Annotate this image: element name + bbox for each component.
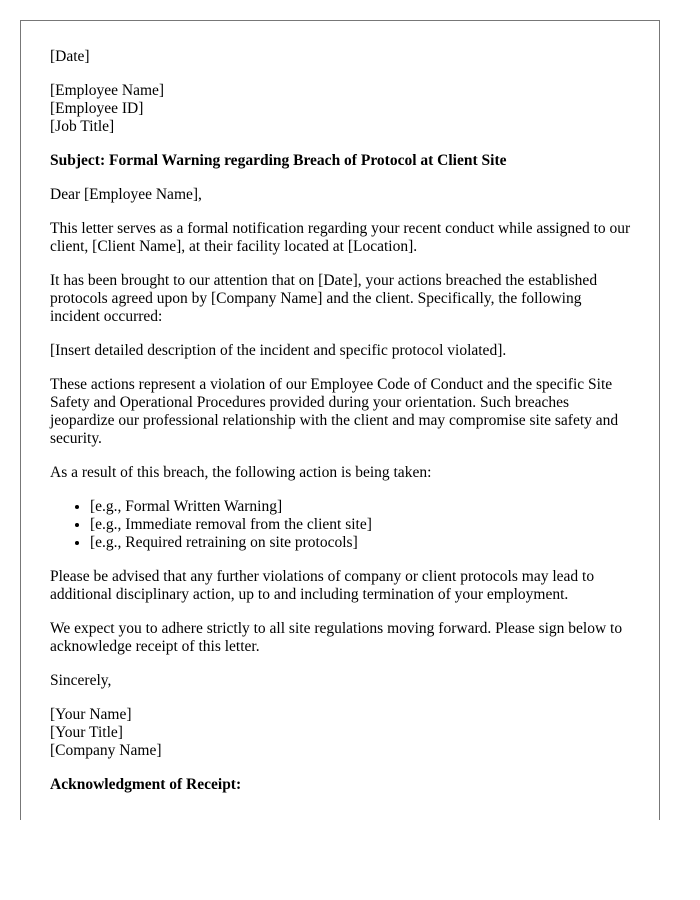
sender-company: [Company Name] <box>50 742 162 759</box>
paragraph-notification: This letter serves as a formal notification regarding your recent conduct while assigned to our client, [Client Name], at their facility located at [Location]. <box>50 220 631 255</box>
paragraph-action-intro: As a result of this breach, the following action is being taken: <box>50 464 432 481</box>
sender-block <box>50 706 631 760</box>
paragraph-further-violations: Please be advised that any further violations of company or client protocols may lead to additional disciplinary action, up to and including termination of your employment. <box>50 568 595 603</box>
paragraph-incident: It has been brought to our attention that on [Date], your actions breached the established protocols agreed upon by [Company Name] and the client. Specifically, the following incident occurred: <box>50 272 598 325</box>
paragraph-violation: These actions represent a violation of our Employee Code of Conduct and the specific Site Safety and Operational Procedures provided during your orientation. Such breaches jeopardize our professional relationship with the client and may compromise site safety and security. <box>50 376 619 447</box>
employee-name: [Employee Name] <box>50 82 165 99</box>
letter-salutation: Dear [Employee Name], <box>50 186 202 203</box>
list-item: • [e.g., Immediate removal from the client site] <box>90 516 631 534</box>
sender-title: [Your Title] <box>50 724 123 741</box>
employee-block <box>50 82 631 136</box>
letter-date: [Date] <box>50 48 90 65</box>
list-item: • [e.g., Formal Written Warning] <box>90 498 631 516</box>
letter-page <box>20 20 660 820</box>
job-title: [Job Title] <box>50 118 115 135</box>
paragraph-acknowledge-request: We expect you to adhere strictly to all site regulations moving forward. Please sign below to acknowledge receipt of this letter. <box>50 620 623 655</box>
employee-id: [Employee ID] <box>50 100 144 117</box>
action-list <box>50 498 631 552</box>
paragraph-description: [Insert detailed description of the incident and specific protocol violated]. <box>50 342 507 359</box>
acknowledgment-heading: Acknowledgment of Receipt: <box>50 776 242 793</box>
letter-subject: Subject: Formal Warning regarding Breach of Protocol at Client Site <box>50 152 507 169</box>
sender-name: [Your Name] <box>50 706 132 723</box>
letter-signoff: Sincerely, <box>50 672 112 689</box>
list-item: • [e.g., Required retraining on site protocols] <box>90 534 631 552</box>
